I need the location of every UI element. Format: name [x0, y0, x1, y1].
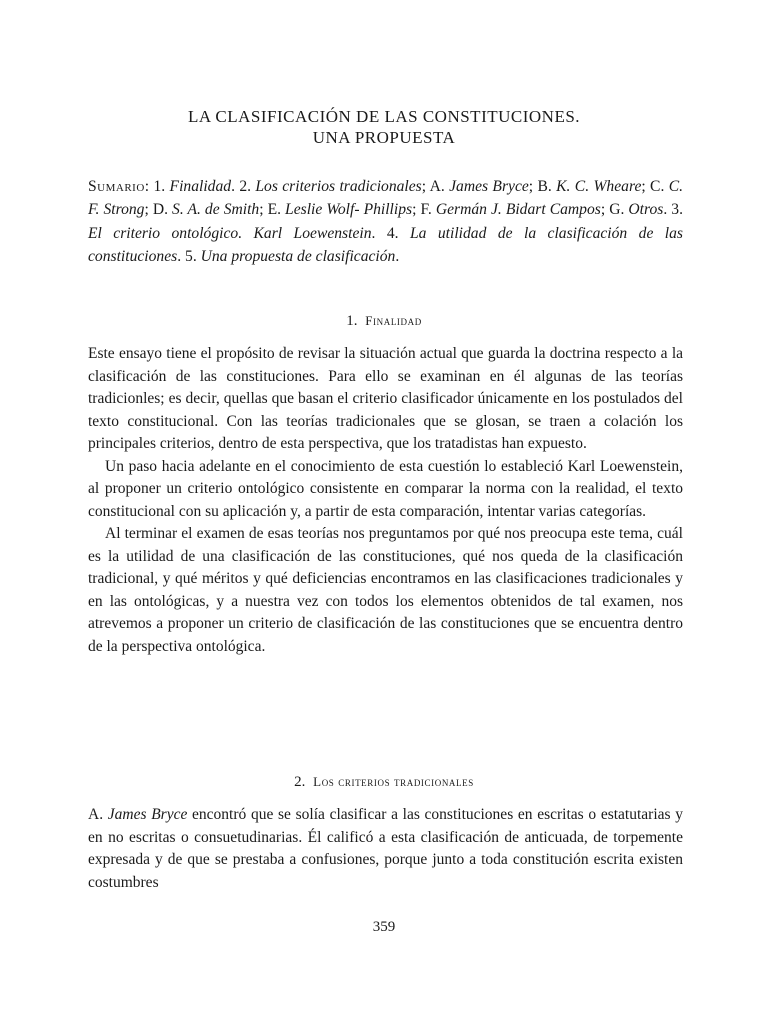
paragraph: Al terminar el examen de esas teorías nos preguntamos por qué nos preocupa este tema, cuál es la utilidad de una clasificación de las constituciones, qué nos queda de la clasificación tradicional, y qué méritos y qué deficiencias encontramos en las clasificaciones tradicionales y en las ontológicas, y a nuestra vez con todos los elementos obtenidos de tal examen, nos atrevemos a proponer un criterio de clasificación de las constituciones que se encuentra dentro de la perspectiva ontológica. [88, 525, 683, 655]
paragraph: Este ensayo tiene el propósito de revisar la situación actual que guarda la doctrina respecto a la clasificación de las constituciones. Para ello se examinan en él algunas de las teorías tradicionles; es decir, quellas que basan el criterio clasificador únicamente en los postulados del texto constitucional. Con las teorías tradicionales que se glosan, se traen a colación los principales criterios, dentro de esta perspectiva, que los tratadistas han expuesto. [88, 345, 683, 452]
section-number: 1. [346, 313, 358, 329]
section-finalidad-body [88, 343, 683, 658]
article-title-line2: UNA PROPUESTA [312, 128, 456, 147]
page-number: 359 [372, 919, 396, 935]
summary-label: Sumario [88, 178, 145, 195]
section-heading-criterios [0, 774, 768, 791]
section-criterios-body [88, 804, 683, 894]
section-label: Los criterios tradicionales [313, 774, 474, 789]
section-label: Finalidad [365, 313, 422, 328]
paragraph: Un paso hacia adelante en el conocimiento de esta cuestión lo estableció Karl Loewenstein, al proponer un criterio ontológico consistente en comparar la norma con la realidad, el texto constitucional con su aplicación y, a partir de esta comparación, intentar varias categorías. [88, 457, 683, 520]
section-number: 2. [294, 774, 306, 790]
paragraph: A. James Bryce encontró que se solía clasificar a las constituciones en escritas o estatutarias y en no escritas o consuetudinarias. Él calificó a esta clasificación de anticuada, de torpemente expresada y de que se prestaba a confusiones, porque junto a toda constitución escrita existen costumbres [88, 806, 683, 891]
author-name: James Bryce [107, 806, 188, 823]
article-title-line1: LA CLASIFICACIÓN DE LAS CONSTITUCIONES. [187, 107, 581, 126]
summary-paragraph: Sumario: 1. Finalidad. 2. Los criterios tradicionales; A. James Bryce; B. K. C. Wheare; C. C. F. Strong; D. S. A. de Smith; E. Leslie Wolf- Phillips; F. Germán J. Bidart Campos; G. Otros. 3. El criterio ontológico. Karl Loewenstein. 4. La utilidad de la clasificación de las constituciones. 5. Una propuesta de clasificación. [88, 178, 684, 265]
section-heading-finalidad [0, 313, 768, 330]
